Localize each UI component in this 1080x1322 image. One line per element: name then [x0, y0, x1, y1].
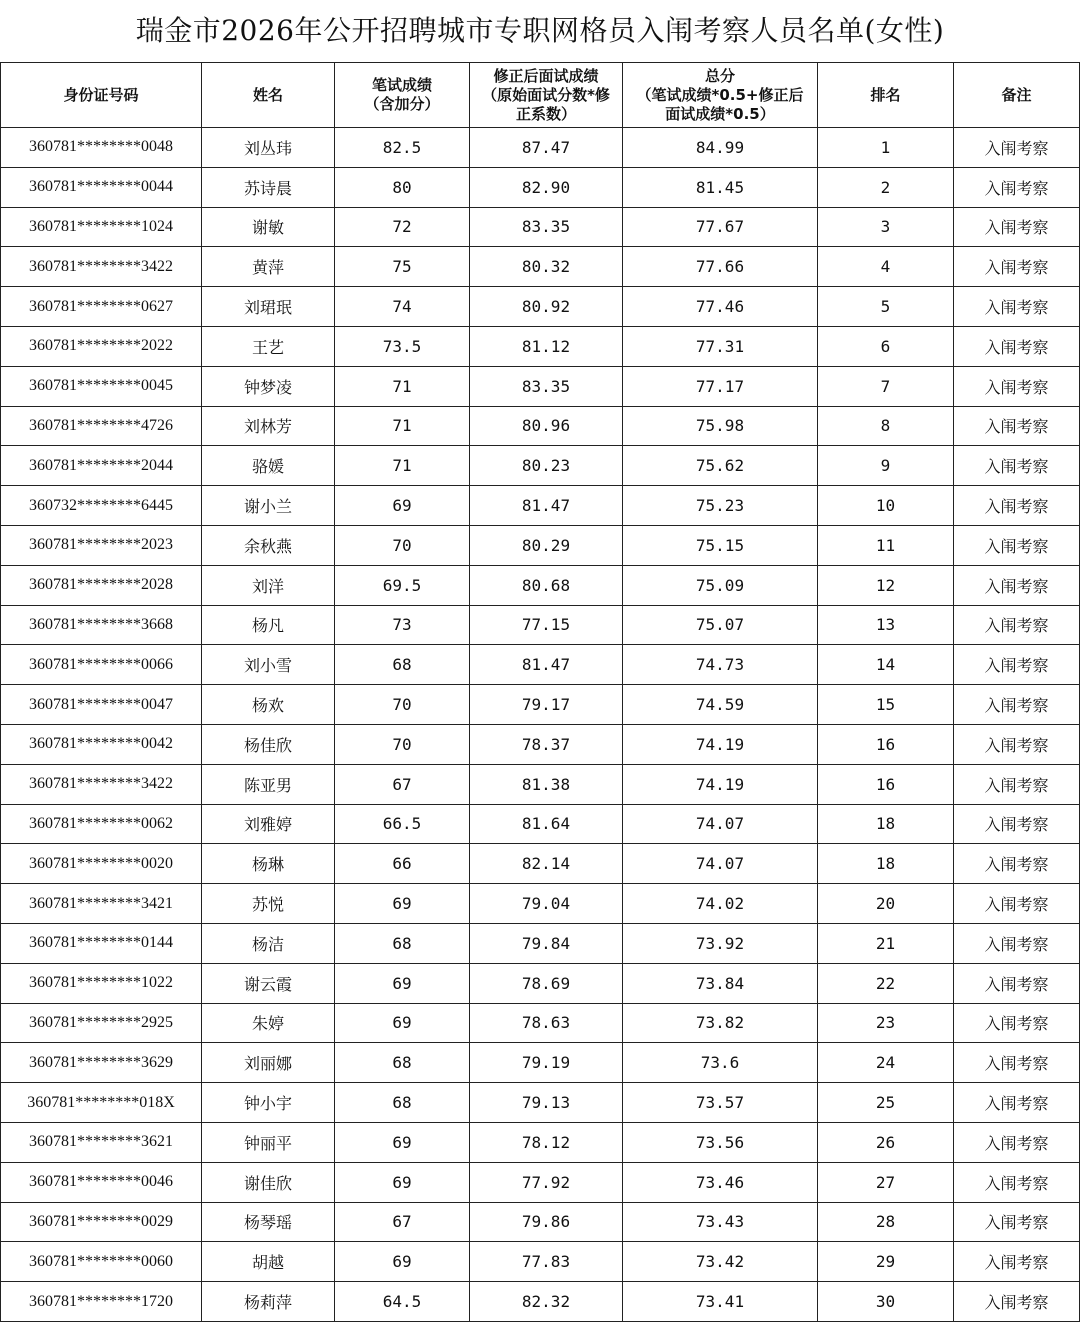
- header-written-score: 笔试成绩 （含加分）: [335, 63, 470, 128]
- header-interview-score: 修正后面试成绩 （原始面试分数*修 正系数）: [470, 63, 623, 128]
- name-cell: 杨琳: [202, 844, 335, 884]
- name-cell: 刘丛玮: [202, 128, 335, 168]
- written-score-cell: 66: [335, 844, 470, 884]
- name-cell: 钟梦凌: [202, 366, 335, 406]
- table-row: [1, 1242, 1080, 1282]
- written-score-cell: 69: [335, 1162, 470, 1202]
- name-cell: 刘雅婷: [202, 804, 335, 844]
- interview-score-cell: 81.12: [470, 326, 623, 366]
- id-number-cell: 360781********0062: [1, 804, 202, 844]
- written-score-cell: 75: [335, 247, 470, 287]
- id-number-cell: 360781********0029: [1, 1202, 202, 1242]
- interview-score-cell: 79.04: [470, 884, 623, 924]
- rank-cell: 29: [818, 1242, 954, 1282]
- written-score-cell: 82.5: [335, 128, 470, 168]
- total-score-cell: 77.66: [623, 247, 818, 287]
- rank-cell: 16: [818, 724, 954, 764]
- interview-score-cell: 77.15: [470, 605, 623, 645]
- written-score-cell: 68: [335, 1043, 470, 1083]
- total-score-cell: 75.62: [623, 446, 818, 486]
- remark-cell: 入闱考察: [954, 167, 1080, 207]
- table-row: [1, 128, 1080, 168]
- written-score-cell: 74: [335, 287, 470, 327]
- interview-score-cell: 79.84: [470, 923, 623, 963]
- name-cell: 骆媛: [202, 446, 335, 486]
- written-score-cell: 67: [335, 764, 470, 804]
- table-header: [1, 63, 1080, 128]
- written-score-cell: 73.5: [335, 326, 470, 366]
- table-row: [1, 724, 1080, 764]
- table-row: [1, 685, 1080, 725]
- table-row: [1, 1083, 1080, 1123]
- header-remark: 备注: [954, 63, 1080, 128]
- table-row: [1, 565, 1080, 605]
- rank-cell: 16: [818, 764, 954, 804]
- document-title: 瑞金市2026年公开招聘城市专职网格员入闱考察人员名单(女性): [135, 14, 945, 47]
- name-cell: 杨凡: [202, 605, 335, 645]
- name-cell: 杨莉萍: [202, 1282, 335, 1322]
- rank-cell: 24: [818, 1043, 954, 1083]
- written-score-cell: 70: [335, 685, 470, 725]
- rank-cell: 9: [818, 446, 954, 486]
- id-number-cell: 360781********2044: [1, 446, 202, 486]
- table-row: [1, 446, 1080, 486]
- remark-cell: 入闱考察: [954, 923, 1080, 963]
- rank-cell: 3: [818, 207, 954, 247]
- interview-score-cell: 78.12: [470, 1122, 623, 1162]
- total-score-cell: 84.99: [623, 128, 818, 168]
- header-total-score: 总分 （笔试成绩*0.5+修正后 面试成绩*0.5）: [623, 63, 818, 128]
- name-cell: 刘小雪: [202, 645, 335, 685]
- table-row: [1, 406, 1080, 446]
- id-number-cell: 360781********1022: [1, 963, 202, 1003]
- name-cell: 苏悦: [202, 884, 335, 924]
- remark-cell: 入闱考察: [954, 128, 1080, 168]
- name-cell: 刘洋: [202, 565, 335, 605]
- id-number-cell: 360781********1024: [1, 207, 202, 247]
- remark-cell: 入闱考察: [954, 844, 1080, 884]
- interview-score-cell: 78.69: [470, 963, 623, 1003]
- rank-cell: 2: [818, 167, 954, 207]
- total-score-cell: 73.46: [623, 1162, 818, 1202]
- remark-cell: 入闱考察: [954, 884, 1080, 924]
- interview-score-cell: 80.92: [470, 287, 623, 327]
- interview-score-cell: 80.23: [470, 446, 623, 486]
- rank-cell: 28: [818, 1202, 954, 1242]
- rank-cell: 20: [818, 884, 954, 924]
- remark-cell: 入闱考察: [954, 1202, 1080, 1242]
- remark-cell: 入闱考察: [954, 1162, 1080, 1202]
- total-score-cell: 81.45: [623, 167, 818, 207]
- interview-score-cell: 80.96: [470, 406, 623, 446]
- written-score-cell: 69: [335, 1122, 470, 1162]
- interview-score-cell: 83.35: [470, 366, 623, 406]
- total-score-cell: 73.82: [623, 1003, 818, 1043]
- id-number-cell: 360781********0627: [1, 287, 202, 327]
- rank-cell: 4: [818, 247, 954, 287]
- written-score-cell: 68: [335, 923, 470, 963]
- header-name: 姓名: [202, 63, 335, 128]
- rank-cell: 21: [818, 923, 954, 963]
- written-score-cell: 64.5: [335, 1282, 470, 1322]
- id-number-cell: 360781********2023: [1, 525, 202, 565]
- remark-cell: 入闱考察: [954, 804, 1080, 844]
- remark-cell: 入闱考察: [954, 287, 1080, 327]
- rank-cell: 22: [818, 963, 954, 1003]
- name-cell: 谢云霞: [202, 963, 335, 1003]
- rank-cell: 7: [818, 366, 954, 406]
- name-cell: 黄萍: [202, 247, 335, 287]
- name-cell: 胡越: [202, 1242, 335, 1282]
- rank-cell: 25: [818, 1083, 954, 1123]
- written-score-cell: 67: [335, 1202, 470, 1242]
- total-score-cell: 73.92: [623, 923, 818, 963]
- id-number-cell: 360781********2022: [1, 326, 202, 366]
- name-cell: 刘林芳: [202, 406, 335, 446]
- interview-score-cell: 79.13: [470, 1083, 623, 1123]
- written-score-cell: 71: [335, 366, 470, 406]
- table-row: [1, 605, 1080, 645]
- id-number-cell: 360781********0060: [1, 1242, 202, 1282]
- rank-cell: 18: [818, 804, 954, 844]
- rank-cell: 6: [818, 326, 954, 366]
- written-score-cell: 68: [335, 645, 470, 685]
- remark-cell: 入闱考察: [954, 645, 1080, 685]
- table-row: [1, 963, 1080, 1003]
- total-score-cell: 74.73: [623, 645, 818, 685]
- total-score-cell: 73.84: [623, 963, 818, 1003]
- written-score-cell: 70: [335, 724, 470, 764]
- table-row: [1, 1162, 1080, 1202]
- remark-cell: 入闱考察: [954, 446, 1080, 486]
- id-number-cell: 360781********3668: [1, 605, 202, 645]
- written-score-cell: 70: [335, 525, 470, 565]
- written-score-cell: 66.5: [335, 804, 470, 844]
- remark-cell: 入闱考察: [954, 565, 1080, 605]
- id-number-cell: 360781********3422: [1, 247, 202, 287]
- table-row: [1, 1282, 1080, 1322]
- name-cell: 杨佳欣: [202, 724, 335, 764]
- rank-cell: 18: [818, 844, 954, 884]
- id-number-cell: 360781********0066: [1, 645, 202, 685]
- id-number-cell: 360781********1720: [1, 1282, 202, 1322]
- interview-score-cell: 80.68: [470, 565, 623, 605]
- id-number-cell: 360781********2028: [1, 565, 202, 605]
- table-body: [1, 128, 1080, 1322]
- written-score-cell: 71: [335, 446, 470, 486]
- total-score-cell: 77.17: [623, 366, 818, 406]
- interview-score-cell: 83.35: [470, 207, 623, 247]
- total-score-cell: 75.07: [623, 605, 818, 645]
- header-row: [1, 63, 1080, 128]
- total-score-cell: 73.6: [623, 1043, 818, 1083]
- table-row: [1, 167, 1080, 207]
- remark-cell: 入闱考察: [954, 764, 1080, 804]
- id-number-cell: 360781********4726: [1, 406, 202, 446]
- table-row: [1, 1003, 1080, 1043]
- remark-cell: 入闱考察: [954, 1242, 1080, 1282]
- table-row: [1, 645, 1080, 685]
- table-row: [1, 525, 1080, 565]
- remark-cell: 入闱考察: [954, 685, 1080, 725]
- name-cell: 钟小宇: [202, 1083, 335, 1123]
- id-number-cell: 360781********3421: [1, 884, 202, 924]
- total-score-cell: 75.09: [623, 565, 818, 605]
- table-row: [1, 884, 1080, 924]
- interview-score-cell: 79.17: [470, 685, 623, 725]
- name-cell: 钟丽平: [202, 1122, 335, 1162]
- remark-cell: 入闱考察: [954, 525, 1080, 565]
- written-score-cell: 69: [335, 486, 470, 526]
- id-number-cell: 360781********3422: [1, 764, 202, 804]
- header-id-number: 身份证号码: [1, 63, 202, 128]
- id-number-cell: 360781********0047: [1, 685, 202, 725]
- interview-score-cell: 82.14: [470, 844, 623, 884]
- rank-cell: 10: [818, 486, 954, 526]
- written-score-cell: 69: [335, 1242, 470, 1282]
- rank-cell: 13: [818, 605, 954, 645]
- remark-cell: 入闱考察: [954, 326, 1080, 366]
- total-score-cell: 73.43: [623, 1202, 818, 1242]
- name-cell: 余秋燕: [202, 525, 335, 565]
- table-row: [1, 207, 1080, 247]
- remark-cell: 入闱考察: [954, 366, 1080, 406]
- interview-score-cell: 79.19: [470, 1043, 623, 1083]
- table-row: [1, 764, 1080, 804]
- rank-cell: 8: [818, 406, 954, 446]
- interview-score-cell: 80.32: [470, 247, 623, 287]
- interview-score-cell: 78.63: [470, 1003, 623, 1043]
- total-score-cell: 77.67: [623, 207, 818, 247]
- remark-cell: 入闱考察: [954, 724, 1080, 764]
- written-score-cell: 72: [335, 207, 470, 247]
- table-row: [1, 247, 1080, 287]
- written-score-cell: 69: [335, 963, 470, 1003]
- interview-score-cell: 82.32: [470, 1282, 623, 1322]
- candidate-table: [0, 62, 1080, 1322]
- interview-score-cell: 80.29: [470, 525, 623, 565]
- id-number-cell: 360781********3629: [1, 1043, 202, 1083]
- id-number-cell: 360781********0042: [1, 724, 202, 764]
- id-number-cell: 360781********0045: [1, 366, 202, 406]
- id-number-cell: 360781********3621: [1, 1122, 202, 1162]
- remark-cell: 入闱考察: [954, 605, 1080, 645]
- table-row: [1, 844, 1080, 884]
- total-score-cell: 74.19: [623, 764, 818, 804]
- table-row: [1, 923, 1080, 963]
- id-number-cell: 360781********0048: [1, 128, 202, 168]
- table-row: [1, 366, 1080, 406]
- written-score-cell: 69.5: [335, 565, 470, 605]
- written-score-cell: 68: [335, 1083, 470, 1123]
- written-score-cell: 80: [335, 167, 470, 207]
- id-number-cell: 360781********0020: [1, 844, 202, 884]
- total-score-cell: 75.98: [623, 406, 818, 446]
- rank-cell: 11: [818, 525, 954, 565]
- interview-score-cell: 77.83: [470, 1242, 623, 1282]
- id-number-cell: 360781********0046: [1, 1162, 202, 1202]
- total-score-cell: 77.31: [623, 326, 818, 366]
- rank-cell: 15: [818, 685, 954, 725]
- table-row: [1, 287, 1080, 327]
- name-cell: 谢佳欣: [202, 1162, 335, 1202]
- table-row: [1, 486, 1080, 526]
- interview-score-cell: 81.47: [470, 486, 623, 526]
- total-score-cell: 74.59: [623, 685, 818, 725]
- header-rank: 排名: [818, 63, 954, 128]
- name-cell: 谢敏: [202, 207, 335, 247]
- name-cell: 杨欢: [202, 685, 335, 725]
- interview-score-cell: 87.47: [470, 128, 623, 168]
- rank-cell: 30: [818, 1282, 954, 1322]
- rank-cell: 26: [818, 1122, 954, 1162]
- table-row: [1, 804, 1080, 844]
- written-score-cell: 69: [335, 1003, 470, 1043]
- remark-cell: 入闱考察: [954, 486, 1080, 526]
- total-score-cell: 75.23: [623, 486, 818, 526]
- remark-cell: 入闱考察: [954, 1122, 1080, 1162]
- interview-score-cell: 81.38: [470, 764, 623, 804]
- total-score-cell: 73.56: [623, 1122, 818, 1162]
- remark-cell: 入闱考察: [954, 1282, 1080, 1322]
- table-row: [1, 1043, 1080, 1083]
- total-score-cell: 74.07: [623, 804, 818, 844]
- rank-cell: 23: [818, 1003, 954, 1043]
- remark-cell: 入闱考察: [954, 207, 1080, 247]
- total-score-cell: 73.42: [623, 1242, 818, 1282]
- id-number-cell: 360781********0144: [1, 923, 202, 963]
- remark-cell: 入闱考察: [954, 963, 1080, 1003]
- id-number-cell: 360732********6445: [1, 486, 202, 526]
- total-score-cell: 74.07: [623, 844, 818, 884]
- name-cell: 刘丽娜: [202, 1043, 335, 1083]
- table-row: [1, 1122, 1080, 1162]
- rank-cell: 5: [818, 287, 954, 327]
- name-cell: 杨洁: [202, 923, 335, 963]
- total-score-cell: 74.19: [623, 724, 818, 764]
- table-row: [1, 326, 1080, 366]
- name-cell: 朱婷: [202, 1003, 335, 1043]
- interview-score-cell: 81.47: [470, 645, 623, 685]
- remark-cell: 入闱考察: [954, 247, 1080, 287]
- total-score-cell: 74.02: [623, 884, 818, 924]
- rank-cell: 27: [818, 1162, 954, 1202]
- rank-cell: 12: [818, 565, 954, 605]
- written-score-cell: 71: [335, 406, 470, 446]
- name-cell: 王艺: [202, 326, 335, 366]
- name-cell: 杨琴瑶: [202, 1202, 335, 1242]
- table-row: [1, 1202, 1080, 1242]
- id-number-cell: 360781********0044: [1, 167, 202, 207]
- total-score-cell: 73.57: [623, 1083, 818, 1123]
- remark-cell: 入闱考察: [954, 1043, 1080, 1083]
- rank-cell: 14: [818, 645, 954, 685]
- remark-cell: 入闱考察: [954, 1003, 1080, 1043]
- interview-score-cell: 79.86: [470, 1202, 623, 1242]
- id-number-cell: 360781********018X: [1, 1083, 202, 1123]
- interview-score-cell: 81.64: [470, 804, 623, 844]
- interview-score-cell: 77.92: [470, 1162, 623, 1202]
- total-score-cell: 75.15: [623, 525, 818, 565]
- interview-score-cell: 78.37: [470, 724, 623, 764]
- remark-cell: 入闱考察: [954, 406, 1080, 446]
- name-cell: 谢小兰: [202, 486, 335, 526]
- id-number-cell: 360781********2925: [1, 1003, 202, 1043]
- written-score-cell: 69: [335, 884, 470, 924]
- written-score-cell: 73: [335, 605, 470, 645]
- name-cell: 陈亚男: [202, 764, 335, 804]
- name-cell: 刘珺珉: [202, 287, 335, 327]
- name-cell: 苏诗晨: [202, 167, 335, 207]
- remark-cell: 入闱考察: [954, 1083, 1080, 1123]
- total-score-cell: 77.46: [623, 287, 818, 327]
- interview-score-cell: 82.90: [470, 167, 623, 207]
- total-score-cell: 73.41: [623, 1282, 818, 1322]
- rank-cell: 1: [818, 128, 954, 168]
